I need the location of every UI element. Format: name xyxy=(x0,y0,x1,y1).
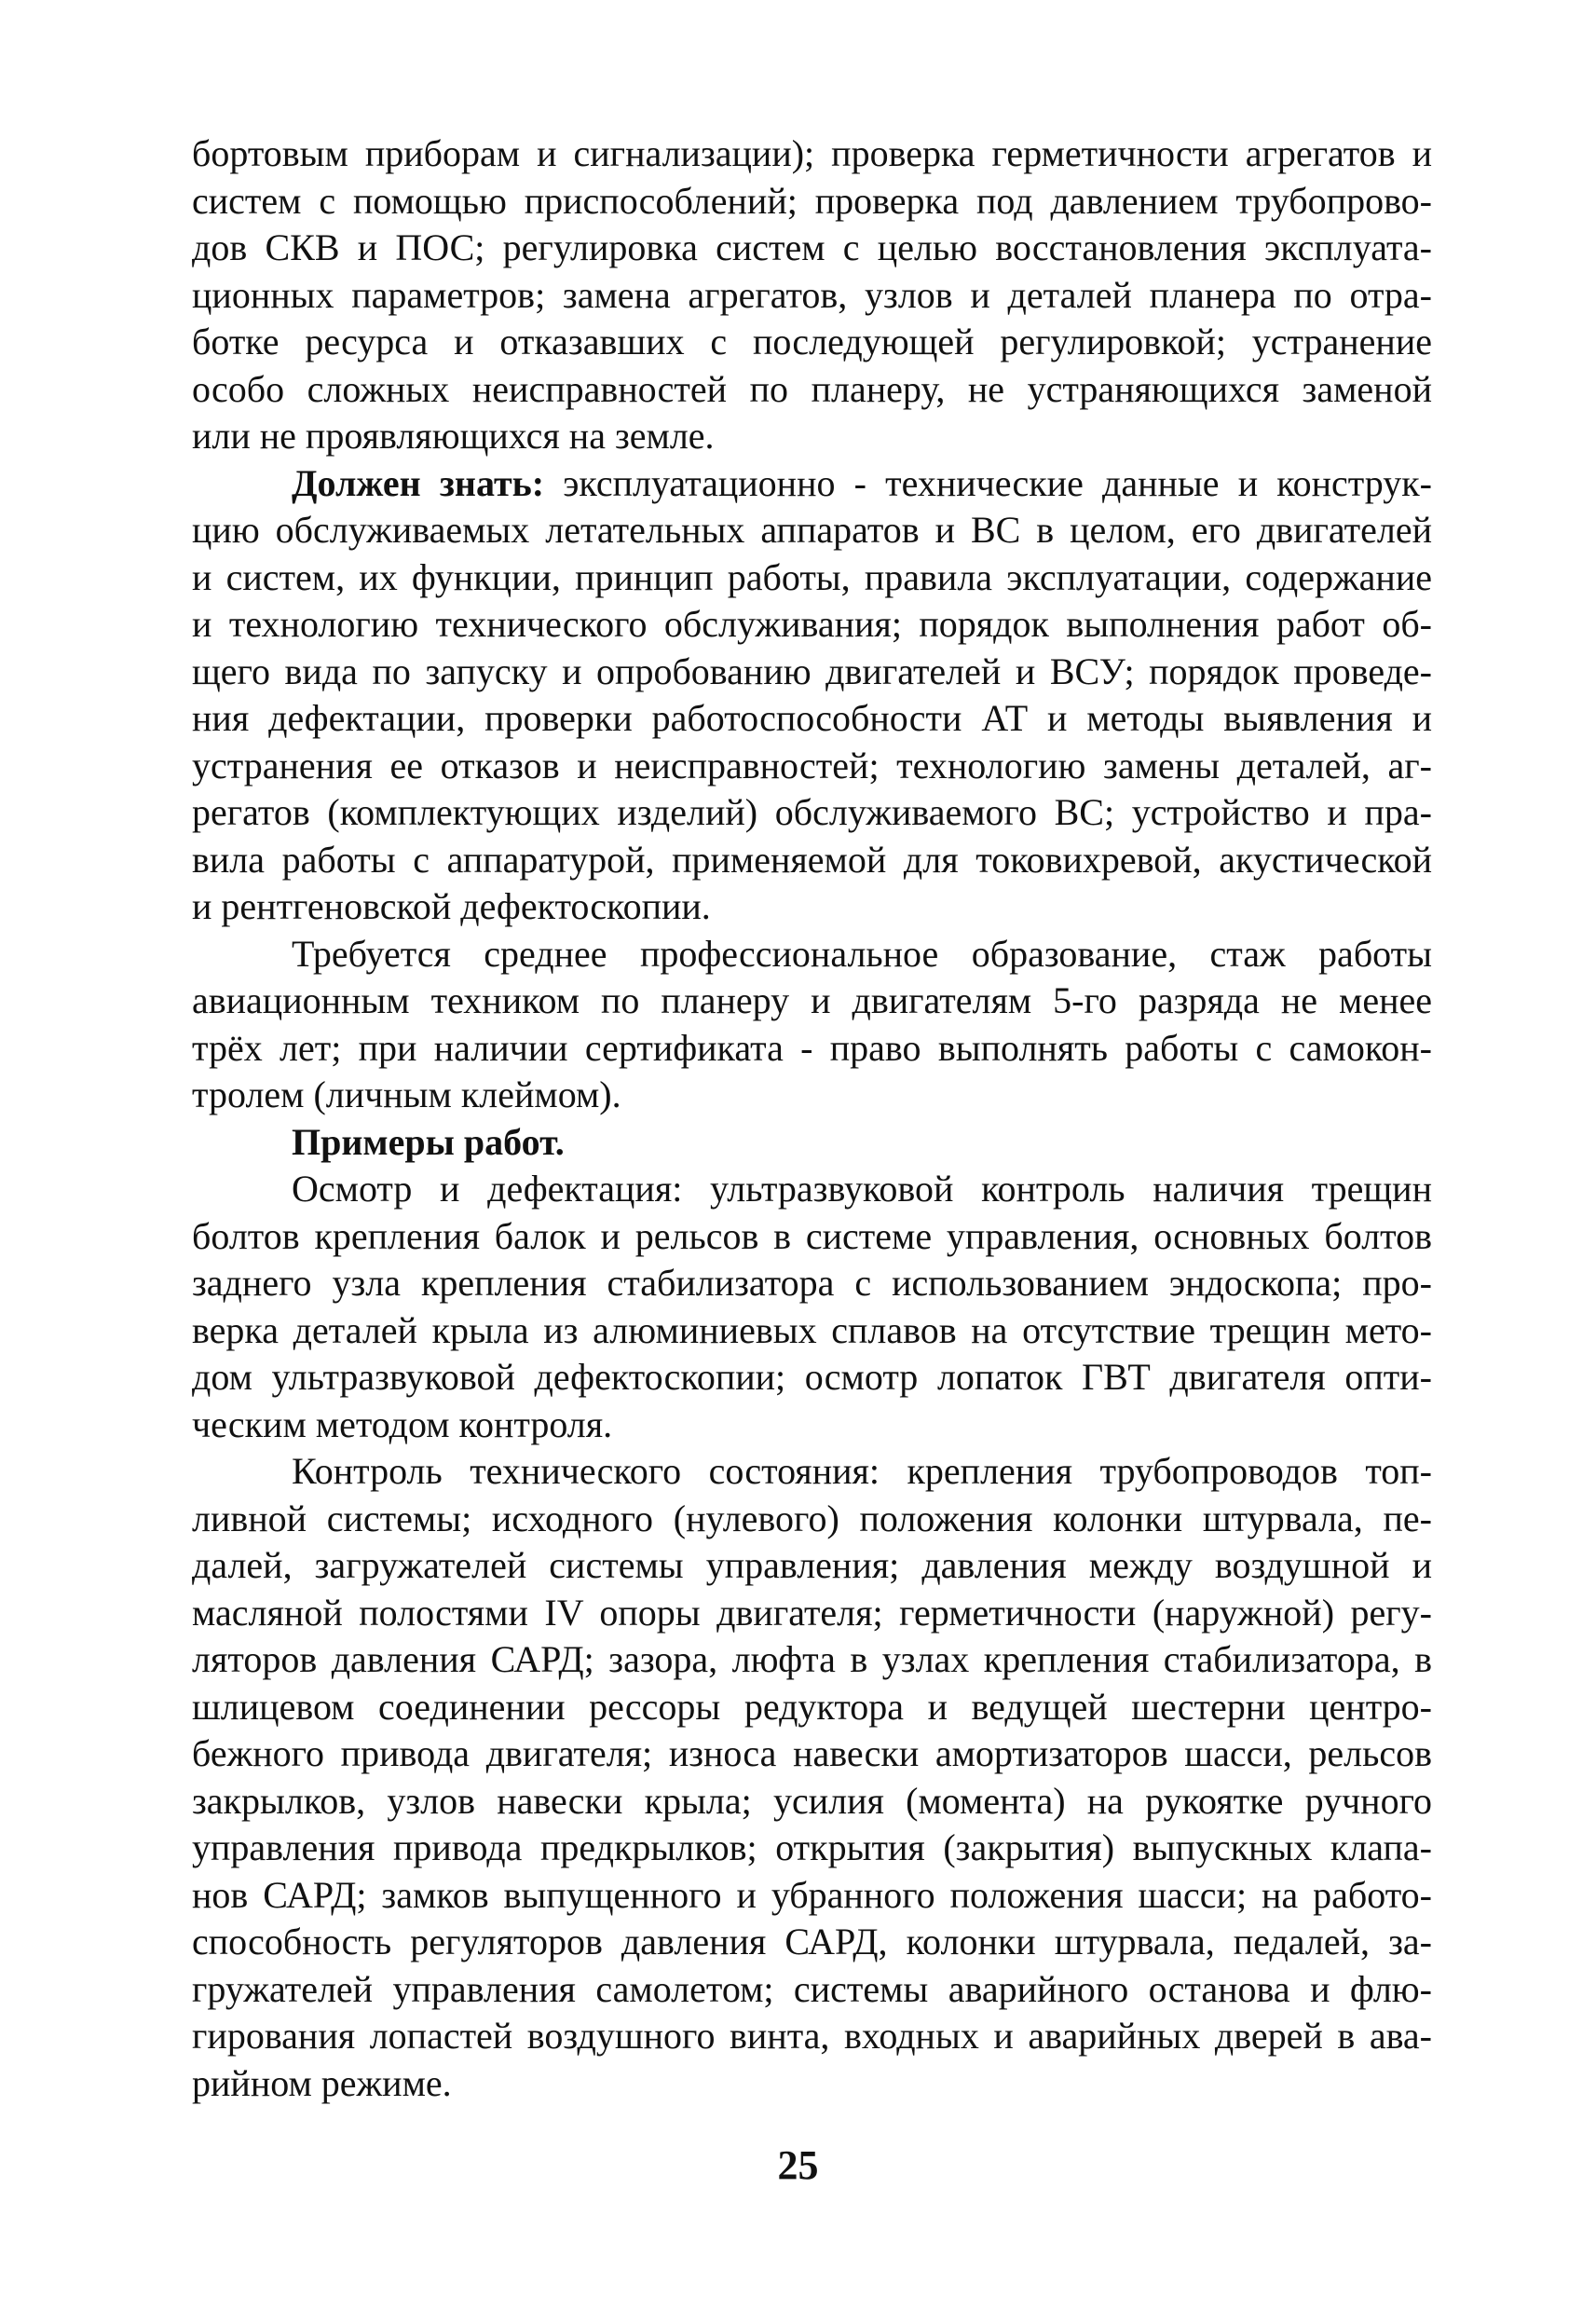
examples-heading: Примеры работ. xyxy=(292,1120,565,1163)
text-line xyxy=(192,460,1432,508)
text-line: Осмотр и дефектация: ультразвуковой контроль наличия трещин xyxy=(292,1168,1432,1210)
text-line: особо сложных неисправностей по планеру, не устраняющихся заменой xyxy=(192,367,1432,410)
text-line: далей, загружателей системы управления; давления между воздушной и xyxy=(192,1544,1432,1586)
text-line: ливной системы; исходного (нулевого) положения колонки штурвала, пе- xyxy=(192,1497,1432,1539)
text-line: устранения ее отказов и неисправностей; технологию замены деталей, аг- xyxy=(192,744,1432,786)
text-line: гирования лопастей воздушного винта, входных и аварийных дверей в ава- xyxy=(192,2015,1432,2057)
text-line: рийном режиме. xyxy=(192,2061,452,2104)
page-number: 25 xyxy=(777,2142,819,2188)
text-line: ботке ресурса и отказавших с последующей регулировкой; устранение xyxy=(192,321,1432,362)
text-line: регатов (комплектующих изделий) обслуживаемого ВС; устройство и пра- xyxy=(192,791,1432,833)
text-line: способность регуляторов давления САРД, колонки штурвала, педалей, за- xyxy=(192,1921,1432,1962)
text-line: вила работы с аппаратурой, применяемой для токовихревой, акустической xyxy=(192,838,1432,881)
text-line: трёх лет; при наличии сертификата - право выполнять работы с самокон- xyxy=(192,1026,1432,1069)
text-line: верка деталей крыла из алюминиевых сплавов на отсутствие трещин мето- xyxy=(192,1308,1432,1351)
page-body xyxy=(192,130,1432,2107)
text-line: управления привода предкрылков; открытия (закрытия) выпускных клапа- xyxy=(192,1826,1432,1868)
text-line: ческим методом контроля. xyxy=(192,1402,613,1445)
text-line: щего вида по запуску и опробованию двигателей и ВСУ; порядок проведе- xyxy=(192,650,1432,692)
text-line: Требуется среднее профессиональное образование, стаж работы xyxy=(292,932,1432,975)
paragraph-continuation xyxy=(192,130,1432,460)
text-line: ционных параметров; замена агрегатов, узлов и деталей планера по отра- xyxy=(192,273,1432,316)
text-line: тролем (личным клеймом). xyxy=(192,1073,621,1115)
text-line: цию обслуживаемых летательных аппаратов и ВС в целом, его двигателей xyxy=(192,509,1432,551)
text-line: дом ультразвуковой дефектоскопии; осмотр лопаток ГВТ двигателя опти- xyxy=(192,1356,1432,1398)
text-line: ния дефектации, проверки работоспособности АТ и методы выявления и xyxy=(192,697,1432,739)
must-know-lead: Должен знать: xyxy=(292,461,545,504)
paragraph-must-know xyxy=(192,460,1432,931)
text-line: и рентгеновской дефектоскопии. xyxy=(192,885,711,927)
text-line: масляной полостями IV опоры двигателя; герметичности (наружной) регу- xyxy=(192,1591,1432,1634)
text-line: и технологию технического обслуживания; порядок выполнения работ об- xyxy=(192,603,1432,645)
must-know-first-line: эксплуатационно - технические данные и конструк- xyxy=(544,461,1433,504)
text-line: бежного привода двигателя; износа навески амортизаторов шасси, рельсов xyxy=(192,1732,1432,1774)
text-line: закрылков, узлов навески крыла; усилия (момента) на рукоятке ручного xyxy=(192,1779,1432,1822)
paragraph-condition-control xyxy=(192,1448,1432,2107)
text-line: Контроль технического состояния: крепления трубопроводов топ- xyxy=(292,1450,1432,1492)
text-line: ляторов давления САРД; зазора, люфта в узлах крепления стабилизатора, в xyxy=(192,1638,1432,1680)
text-line: болтов крепления балок и рельсов в системе управления, основных болтов xyxy=(192,1214,1432,1257)
text-line: авиационным техником по планеру и двигателям 5-го разряда не менее xyxy=(192,979,1432,1021)
paragraph-inspection xyxy=(192,1166,1432,1448)
text-line: или не проявляющихся на земле. xyxy=(192,415,715,457)
text-line: дов СКВ и ПОС; регулировка систем с целью восстановления эксплуата- xyxy=(192,226,1432,268)
text-line: шлицевом соединении рессоры редуктора и ведущей шестерни центро- xyxy=(192,1685,1432,1728)
text-line: нов САРД; замков выпущенного и убранного положения шасси; на работо- xyxy=(192,1873,1432,1916)
section-heading xyxy=(192,1119,1432,1167)
text-line: заднего узла крепления стабилизатора с использованием эндоскопа; про- xyxy=(192,1262,1432,1304)
text-line: бортовым приборам и сигнализации); проверка герметичности агрегатов и xyxy=(192,132,1432,174)
text-line: гружателей управления самолетом; системы аварийного останова и флю- xyxy=(192,1967,1432,2010)
text-line: систем с помощью приспособлений; проверка под давлением трубопрово- xyxy=(192,179,1432,222)
paragraph-requirements xyxy=(192,931,1432,1119)
text-line: и систем, их функции, принцип работы, правила эксплуатации, содержание xyxy=(192,555,1432,598)
